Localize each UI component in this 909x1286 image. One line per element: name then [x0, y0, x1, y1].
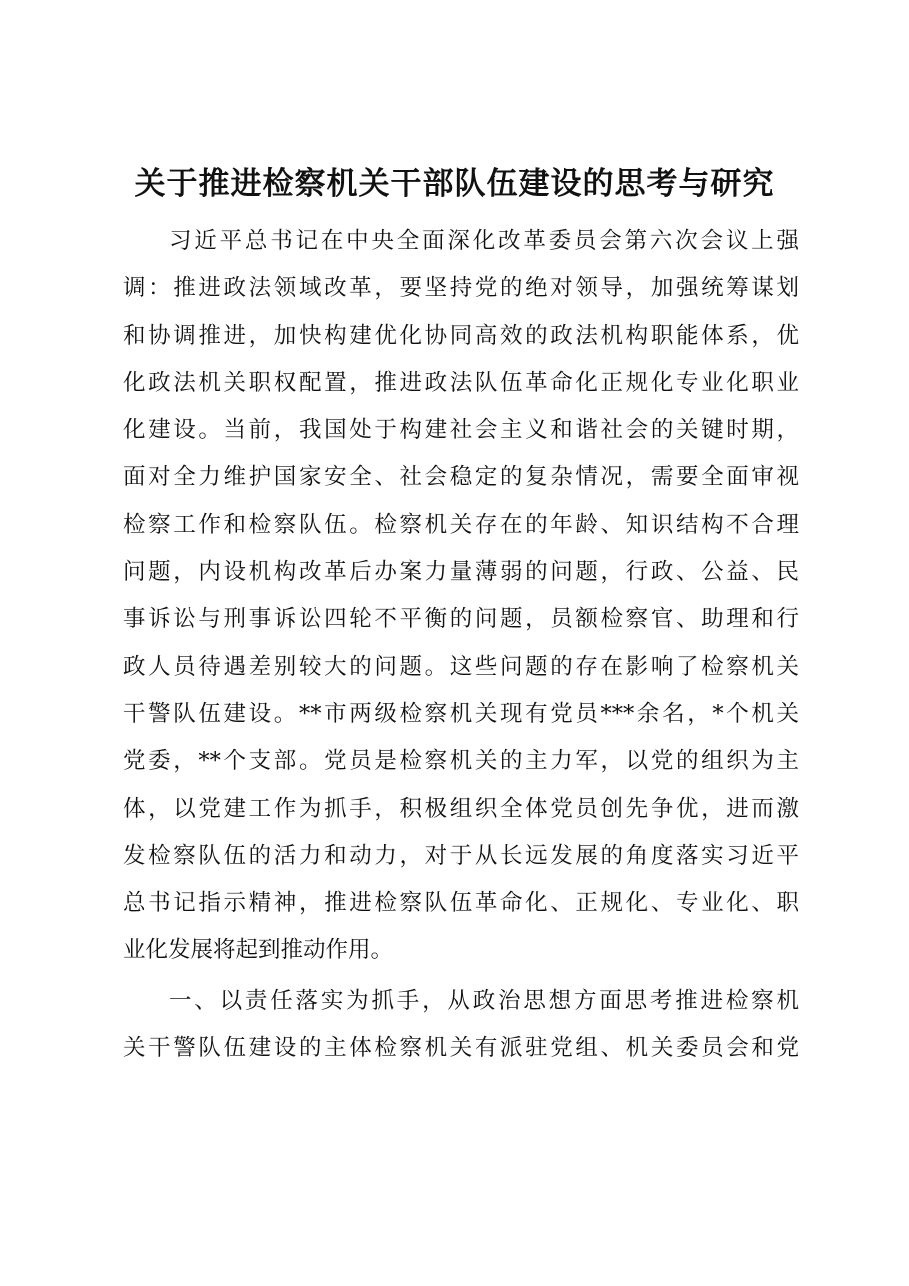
paragraph-line: 业化发展将起到推动作用。 [123, 937, 394, 964]
paragraph-line: 检察工作和检察队伍。检察机关存在的年龄、知识结构不合理 [123, 511, 799, 538]
paragraph-line: 化政法机关职权配置，推进政法队伍革命化正规化专业化职业 [123, 369, 799, 396]
paragraph-line: 一、以责任落实为抓手，从政治思想方面思考推进检察机 [169, 987, 799, 1014]
paragraph-1 [123, 218, 799, 975]
paragraph-line: 党委，**个支部。党员是检察机关的主力军，以党的组织为主 [123, 748, 799, 775]
paragraph-line: 调：推进政法领域改革，要坚持党的绝对领导，加强统筹谋划 [123, 275, 799, 302]
paragraph-line: 和协调推进，加快构建优化协同高效的政法机构职能体系，优 [123, 322, 799, 349]
document-title: 关于推进检察机关干部队伍建设的思考与研究 [134, 166, 775, 202]
paragraph-line: 总书记指示精神，推进检察队伍革命化、正规化、专业化、职 [123, 890, 799, 917]
paragraph-line: 问题，内设机构改革后办案力量薄弱的问题，行政、公益、民 [123, 559, 799, 586]
paragraph-line: 化建设。当前，我国处于构建社会主义和谐社会的关键时期， [123, 417, 799, 444]
document-body [123, 218, 799, 1072]
paragraph-line: 体，以党建工作为抓手，积极组织全体党员创先争优，进而激 [123, 795, 799, 822]
paragraph-line: 事诉讼与刑事诉讼四轮不平衡的问题，员额检察官、助理和行 [123, 606, 799, 633]
paragraph-line: 习近平总书记在中央全面深化改革委员会第六次会议上强 [169, 228, 799, 254]
paragraph-line: 发检察队伍的活力和动力，对于从长远发展的角度落实习近平 [123, 842, 799, 869]
paragraph-line: 干警队伍建设。**市两级检察机关现有党员***余名，*个机关 [123, 700, 799, 727]
paragraph-line: 关干警队伍建设的主体检察机关有派驻党组、机关委员会和党 [123, 1035, 799, 1062]
paragraph-2 [123, 978, 799, 1073]
paragraph-line: 政人员待遇差别较大的问题。这些问题的存在影响了检察机关 [123, 653, 799, 680]
paragraph-line: 面对全力维护国家安全、社会稳定的复杂情况，需要全面审视 [123, 464, 799, 491]
